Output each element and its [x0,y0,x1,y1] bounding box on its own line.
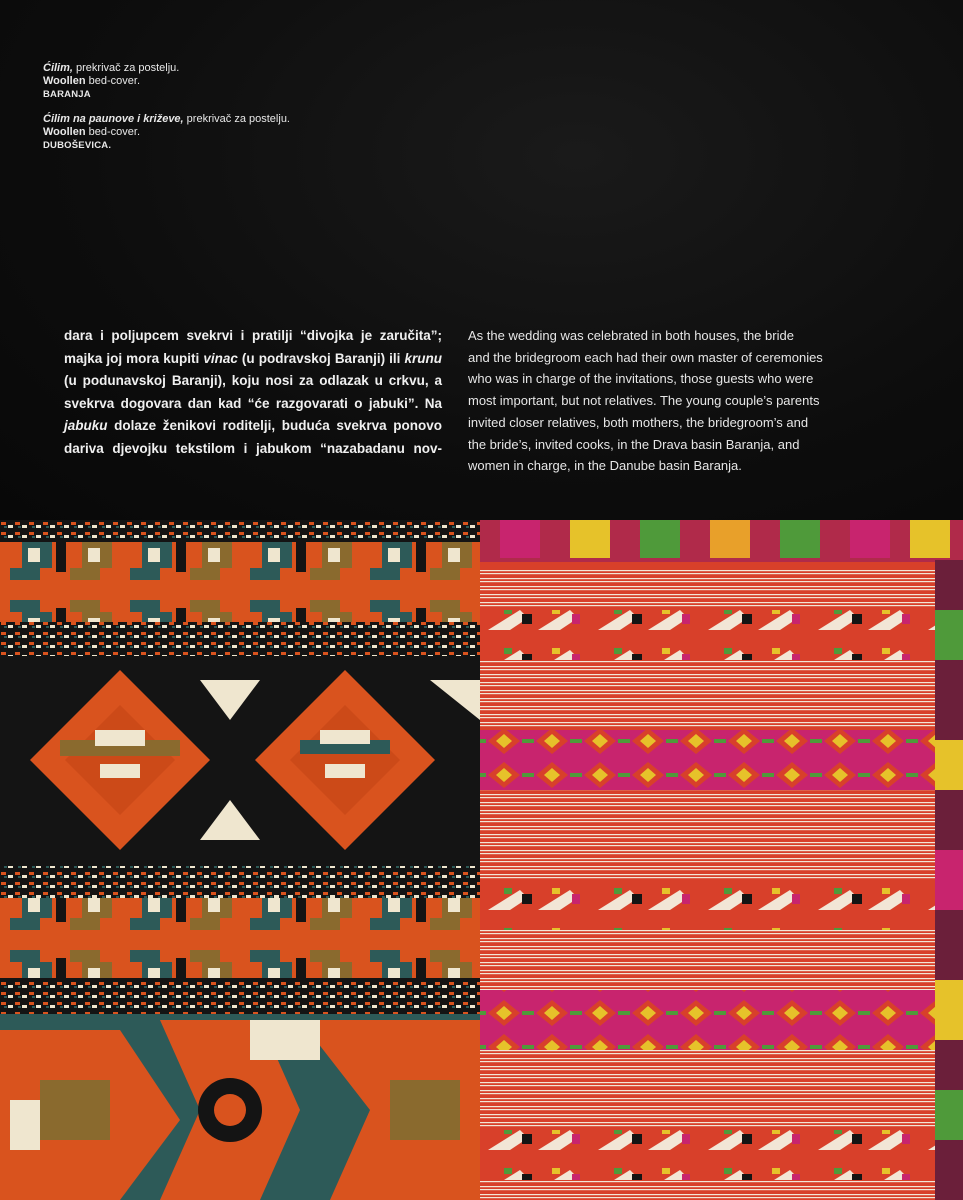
term-vinac: vinac [203,350,238,366]
caption-2-english [43,126,363,139]
kilim-peacocks-crosses-photo [480,520,963,1200]
english-line-7: women in charge, in the Danube basin Baranja. [468,458,742,474]
caption-2 [43,113,363,152]
caption-2-english-bold: Woollen [43,126,86,138]
caption-1-english [43,75,363,88]
croatian-line-1: dara i poljupcem svekrvi i pratilji “divojka je zaručita”; [64,328,442,343]
english-line-1: As the wedding was celebrated in both houses, the bride [468,328,794,343]
caption-2-english-rest: bed-cover. [85,126,140,138]
caption-1-english-rest: bed-cover. [85,75,140,87]
caption-2-place: DUBOŠEVICA. [43,140,112,151]
caption-1-title-bold: Ćilim, [43,62,73,74]
english-line-6: the bride’s, invited cooks, in the Drava basin Baranja, and [468,436,800,452]
croatian-line-2 [64,348,442,371]
caption-2-title [43,113,363,126]
caption-1-english-bold: Woollen [43,75,86,87]
kilim-peacocks-image [480,520,963,1200]
english-line-2: and the bridegroom each had their own master of ceremonies [468,349,823,365]
caption-1-title-rest: prekrivač za postelju. [72,62,180,74]
caption-1 [43,62,363,101]
croatian-line-5b: dolaze ženikovi roditelji, buduća svekrva ponovo [107,418,442,433]
kilim-baranja-photo [0,520,480,1200]
english-line-4: most important, but not relatives. The young couple’s parents [468,393,820,409]
croatian-paragraph [64,325,442,460]
term-jabuku: jabuku [64,418,108,433]
croatian-line-2c: (u podravskoj Baranji) ili [237,350,405,366]
caption-1-place: BARANJA [43,89,91,100]
english-paragraph [468,325,848,477]
croatian-line-4: svekrva dogovara dan kad “će razgovarati o jabuki”. Na [64,395,442,411]
kilim-baranja-image [0,520,480,1200]
term-krunu: krunu [404,350,442,366]
english-line-3: who was in charge of the invitations, those guests who were [468,371,814,387]
caption-2-title-rest: prekrivač za postelju. [183,113,290,125]
croatian-line-5 [64,415,442,438]
caption-1-title [43,62,363,75]
croatian-line-6: dariva djevojku tekstilom i jabukom “nazabadanu nov- [64,440,442,456]
photos [0,520,963,1200]
caption-2-title-bold: Ćilim na paunove i križeve, [43,113,184,125]
croatian-line-2a: majka joj mora kupiti [64,350,204,366]
captions [43,62,363,164]
english-line-5: invited closer relatives, both mothers, the bridegroom’s and [468,414,809,430]
croatian-line-3: (u podunavskoj Baranji), koju nosi za odlazak u crkvu, a [64,373,442,388]
